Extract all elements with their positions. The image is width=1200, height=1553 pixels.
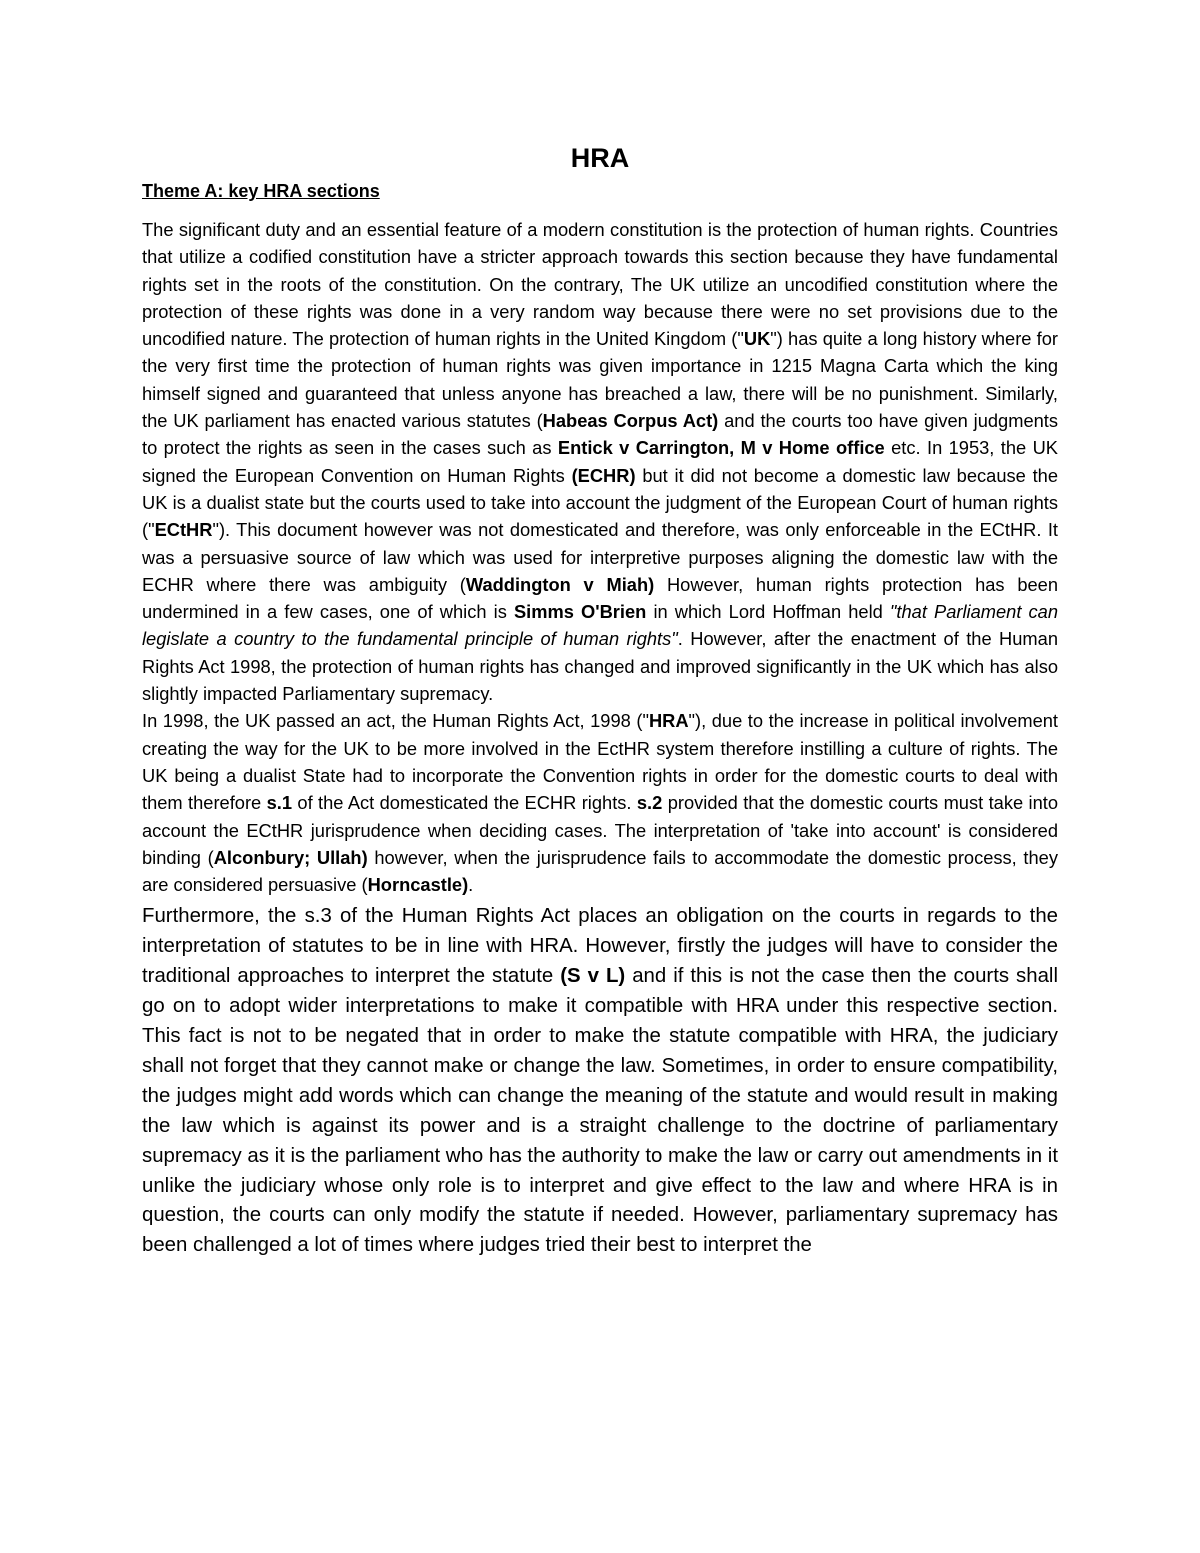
bold-citation: ECtHR [154, 519, 213, 541]
document-body [142, 216, 1058, 1261]
text-run: "). This document however was not domesticated and therefore, was only enforceable in the ECtHR. It was a persuasive source of law which was used for interpretive purposes aligning the domestic law with the ECHR where there was ambiguity ( [142, 519, 1058, 595]
text-run: but it did not become a domestic law because the UK is a dualist state but the courts used to take into account the judgment of the European Court of human rights (" [142, 464, 1058, 541]
paragraph [142, 902, 1058, 1261]
document-page [142, 138, 1058, 1261]
section-heading: Theme A: key HRA sections [142, 181, 380, 201]
text-run: provided that the domestic courts must take into account the ECtHR jurisprudence when deciding cases. The interpretation of 'take into account' is considered binding ( [142, 792, 1058, 868]
text-run: . [468, 874, 474, 896]
bold-citation: s.1 [266, 792, 293, 814]
text-run: and if this is not the case then the courts shall go on to adopt wider interpretations to make it compatible with HRA under this respective section. This fact is not to be negated that in order to make the statute compatible with HRA, the judiciary shall not forget that they cannot make or change the law. Sometimes, in order to ensure compatibility, the judges might add words which can change the meaning of the statute and would result in making the law which is against its power and is a straight challenge to the doctrine of parliamentary supremacy as it is the parliament who has the authority to make the law or carry out amendments in it unlike the judiciary whose only role is to interpret and give effect to the law and where HRA is in question, the courts can only modify the statute if needed. However, parliamentary supremacy has been challenged a lot of times where judges tried their best to interpret the [142, 965, 1058, 1257]
bold-citation: (S v L) [560, 965, 626, 988]
text-run: of the Act domesticated the ECHR rights. [292, 792, 637, 814]
text-run: . However, after the enactment of the Human Rights Act 1998, the protection of human rights has changed and improved significantly in the UK which has also slightly impacted Parliamentary supremacy. [142, 628, 1058, 705]
text-run: ") has quite a long history where for the very first time the protection of human rights was given importance in 1215 Magna Carta which the king himself signed and guaranteed that unless anyone has breached a law, there will be no punishment. Similarly, the UK parliament has enacted various statutes ( [142, 328, 1059, 432]
bold-citation: Habeas Corpus Act) [542, 410, 719, 432]
bold-citation: Waddington v Miah) [465, 573, 655, 595]
bold-citation: s.2 [636, 792, 663, 814]
bold-citation: Horncastle) [367, 874, 469, 896]
text-run: "), due to the increase in political involvement creating the way for the UK to be more involved in the EctHR system therefore instilling a culture of rights. The UK being a dualist State had to incorporate the Convention rights in order for the domestic courts to deal with them therefore [142, 710, 1058, 814]
text-run: in which Lord Hoffman held [646, 601, 890, 623]
text-run: However, human rights protection has been undermined in a few cases, one of which is [142, 573, 1058, 623]
text-run: In 1998, the UK passed an act, the Human Rights Act, 1998 (" [142, 710, 649, 732]
paragraph [142, 707, 1058, 898]
italic-quote: "that Parliament can legislate a country to the fundamental principle of human rights" [142, 601, 1058, 650]
paragraph [142, 216, 1058, 707]
bold-citation: HRA [648, 710, 689, 732]
bold-citation: Simms O'Brien [513, 601, 647, 623]
bold-citation: Alconbury; Ullah) [213, 846, 368, 868]
bold-citation: UK [743, 328, 771, 350]
bold-citation: Entick v Carrington, M v Home office [557, 437, 885, 459]
document-title: HRA [570, 143, 630, 173]
text-run: and the courts too have given judgments to protect the rights as seen in the cases such as [142, 410, 1059, 459]
text-run: etc. In 1953, the UK signed the European Convention on Human Rights [142, 437, 1058, 486]
bold-citation: (ECHR) [571, 464, 636, 486]
text-run: Furthermore, the s.3 of the Human Rights Act places an obligation on the courts in regards to the interpretation of statutes to be in line with HRA. However, firstly the judges will have to consider the traditional approaches to interpret the statute [142, 905, 1058, 988]
text-run: however, when the jurisprudence fails to accommodate the domestic process, they are considered persuasive ( [142, 846, 1058, 896]
text-run: The significant duty and an essential feature of a modern constitution is the protection of human rights. Countries that utilize a codified constitution have a stricter approach towards this section because they have fundamental rights set in the roots of the constitution. On the contrary, The UK utilize an uncodified constitution where the protection of these rights was done in a very random way because there were no set provisions due to the uncodified nature. The protection of human rights in the United Kingdom (" [142, 219, 1058, 350]
